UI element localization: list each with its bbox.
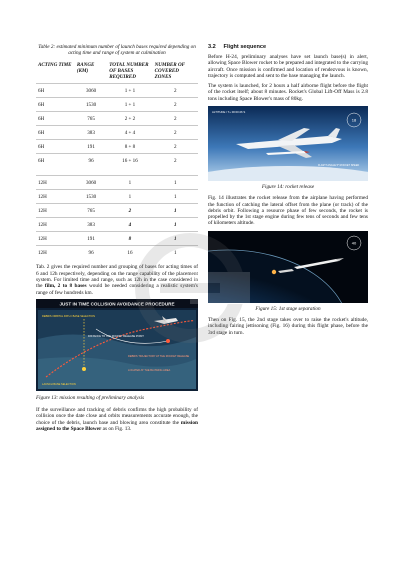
- figure-14-caption: Figure 14: rocket release: [261, 184, 315, 191]
- table-cell: 1: [107, 176, 152, 190]
- table-cell: 765: [75, 204, 107, 218]
- table2-caption: Table 2: estimated minimum number of launch bases required depending on acting time and range of system at culmination: [38, 44, 196, 57]
- table-cell: 2 + 2: [107, 112, 152, 126]
- table-cell: 12H: [36, 176, 75, 190]
- table-cell: 1530: [75, 98, 107, 112]
- table-cell: 1: [153, 232, 198, 246]
- table-cell: 4: [107, 218, 152, 232]
- right-paragraph-3: Fig. 14 illustrates the rocket release from the airplane having performed the function of catching the lateral offset from the plane (or track) of the debris orbit. Following a resource phase of few seconds, the rocket is propelled by the 1st stage engine during few tens of seconds and few tens of kilometers altitude.: [208, 195, 368, 227]
- text-span: as on Fig. 13.: [101, 425, 132, 432]
- table-row: [36, 154, 198, 168]
- text-span: If the surveillance and tracking of debris confirms the high probability of collision once the date close and orbits measurements accurate enough, the choice of the debris, launch base and blowing area constitute the: [36, 407, 198, 426]
- table-cell: 3060: [75, 84, 107, 98]
- fig14-hud-center: FLIGHT ANGLE 5° ROCKET SPEED: [318, 164, 360, 168]
- table-header: TOTAL NUMBER OF BASES REQUIRED: [109, 62, 149, 81]
- fig14-hud-left: ALTITUDE / T+ 00:00:26 S: [212, 110, 246, 115]
- table-cell: 383: [75, 126, 107, 140]
- figure-14: [208, 106, 368, 181]
- table-cell: 6H: [36, 84, 75, 98]
- table-row: [36, 204, 198, 218]
- table-cell: 12H: [36, 204, 75, 218]
- table-cell: 2: [153, 98, 198, 112]
- table-cell: 1: [153, 190, 198, 204]
- table-cell: 2: [153, 126, 198, 140]
- left-paragraph-2: [36, 407, 198, 432]
- table-cell: 16 + 16: [107, 154, 152, 168]
- fig13-label-mid: DISTANCE TO THE ROCKET RELEASE POINT: [88, 334, 144, 338]
- table-row: [36, 140, 198, 154]
- figure-13-caption: Figure 13: mission resulting of preliminary analysis: [36, 394, 145, 401]
- fig13-label-left: DEBRIS ORBITAL PATH / BASE SELECTION: [42, 314, 95, 318]
- table-row: [36, 98, 198, 112]
- fig13-banner: JUST IN TIME COLLISION AVOIDANCE PROCEDURE: [59, 301, 175, 307]
- table-row: [36, 126, 198, 140]
- fig14-hud-right: 18: [351, 117, 357, 123]
- table-header: NUMBER OF COVERED ZONES: [154, 62, 185, 81]
- table-cell: 6H: [36, 126, 75, 140]
- table-body-6h: [36, 84, 198, 168]
- bold-span: film, 2 to 8 bases: [44, 283, 87, 290]
- table-cell: 2: [153, 154, 198, 168]
- table-cell: 2: [153, 84, 198, 98]
- bold-span: mission assigned to the Space Blower: [36, 419, 198, 432]
- figure-15-caption: Figure 15: 1st stage separation: [255, 305, 321, 312]
- table-row: [36, 112, 198, 126]
- table-cell: 2: [153, 112, 198, 126]
- table-header: RANGE (KM): [76, 62, 95, 75]
- table-cell: 1: [153, 246, 198, 260]
- table-cell: 1: [153, 176, 198, 190]
- table-cell: 12H: [36, 218, 75, 232]
- table-spacer: [36, 167, 198, 176]
- table-cell: 191: [75, 232, 107, 246]
- figure-14-image: [208, 106, 368, 181]
- table-cell: 1: [107, 190, 152, 204]
- table-cell: 1530: [75, 190, 107, 204]
- table-cell: 8 + 8: [107, 140, 152, 154]
- table-cell: 4 + 4: [107, 126, 152, 140]
- table-cell: 96: [75, 246, 107, 260]
- right-paragraph-4: Then on Fig. 15, the 2nd stage takes over to raise the rocket's altitude, including fairing jettisoning (Fig. 16) during this flight phase, before the 3rd stage in turn.: [208, 316, 368, 336]
- fig15-hud-right: 40: [351, 240, 357, 246]
- table-cell: 2: [107, 204, 152, 218]
- table-cell: 6H: [36, 112, 75, 126]
- table-cell: 6H: [36, 140, 75, 154]
- text-span: would be needed considering a realistic system's range of few hundreds km.: [36, 283, 198, 296]
- table-cell: 12H: [36, 232, 75, 246]
- fig13-label-bottom-right: LOCATED AT THE BLOWING AREA: [128, 368, 171, 372]
- table-row: [36, 84, 198, 98]
- table-header-row: [36, 62, 198, 84]
- watermark-logo: [120, 228, 260, 348]
- fig13-label-bottom-left: LAUNCH BASE SELECTION: [42, 382, 76, 386]
- table-cell: 12H: [36, 190, 75, 204]
- table-cell: 16: [107, 246, 152, 260]
- table-cell: 6H: [36, 154, 75, 168]
- section-heading: 3.2 Flight sequence: [208, 44, 267, 50]
- table-cell: 2: [153, 140, 198, 154]
- table-cell: 3060: [75, 176, 107, 190]
- table-header: ACTING TIME: [38, 62, 72, 69]
- table-cell: 1: [153, 204, 198, 218]
- table-cell: 383: [75, 218, 107, 232]
- table-cell: 8: [107, 232, 152, 246]
- table-row: [36, 190, 198, 204]
- table-cell: 191: [75, 140, 107, 154]
- table-cell: 1 + 1: [107, 98, 152, 112]
- table-cell: 12H: [36, 246, 75, 260]
- table-cell: 765: [75, 112, 107, 126]
- table-cell: 1 + 1: [107, 84, 152, 98]
- fig13-label-right: DEBRIS TRAJECTORY AT THE ROCKET RELEASE: [128, 354, 190, 358]
- right-paragraph-1: Before H-24, preliminary analyses have set launch base(s) in alert, allowing Space Blower rocket to be prepared and integrated to the carrying aircraft. Once mission is confirmed and location of rendezvous is known, trajectory is computed and sent to the base managing the launch.: [208, 54, 368, 79]
- text-span: Tab. 2 gives the required number and grouping of bases for acting times of 6 and 12h respectively, depending on the range capability of the placement system. For limited time and range, such as 12h in the case considered in the: [36, 264, 198, 290]
- table-cell: 96: [75, 154, 107, 168]
- table-cell: 6H: [36, 98, 75, 112]
- right-paragraph-2: The system is launched, for 2 hours a half airborne flight before the flight of the rocket itself; about 8 minutes. Rocket's Global Lift-Off Mass is 2.8 tons including Space Blower's mass of 80kg.: [208, 83, 368, 102]
- table-cell: 1: [153, 218, 198, 232]
- table-row: [36, 176, 198, 190]
